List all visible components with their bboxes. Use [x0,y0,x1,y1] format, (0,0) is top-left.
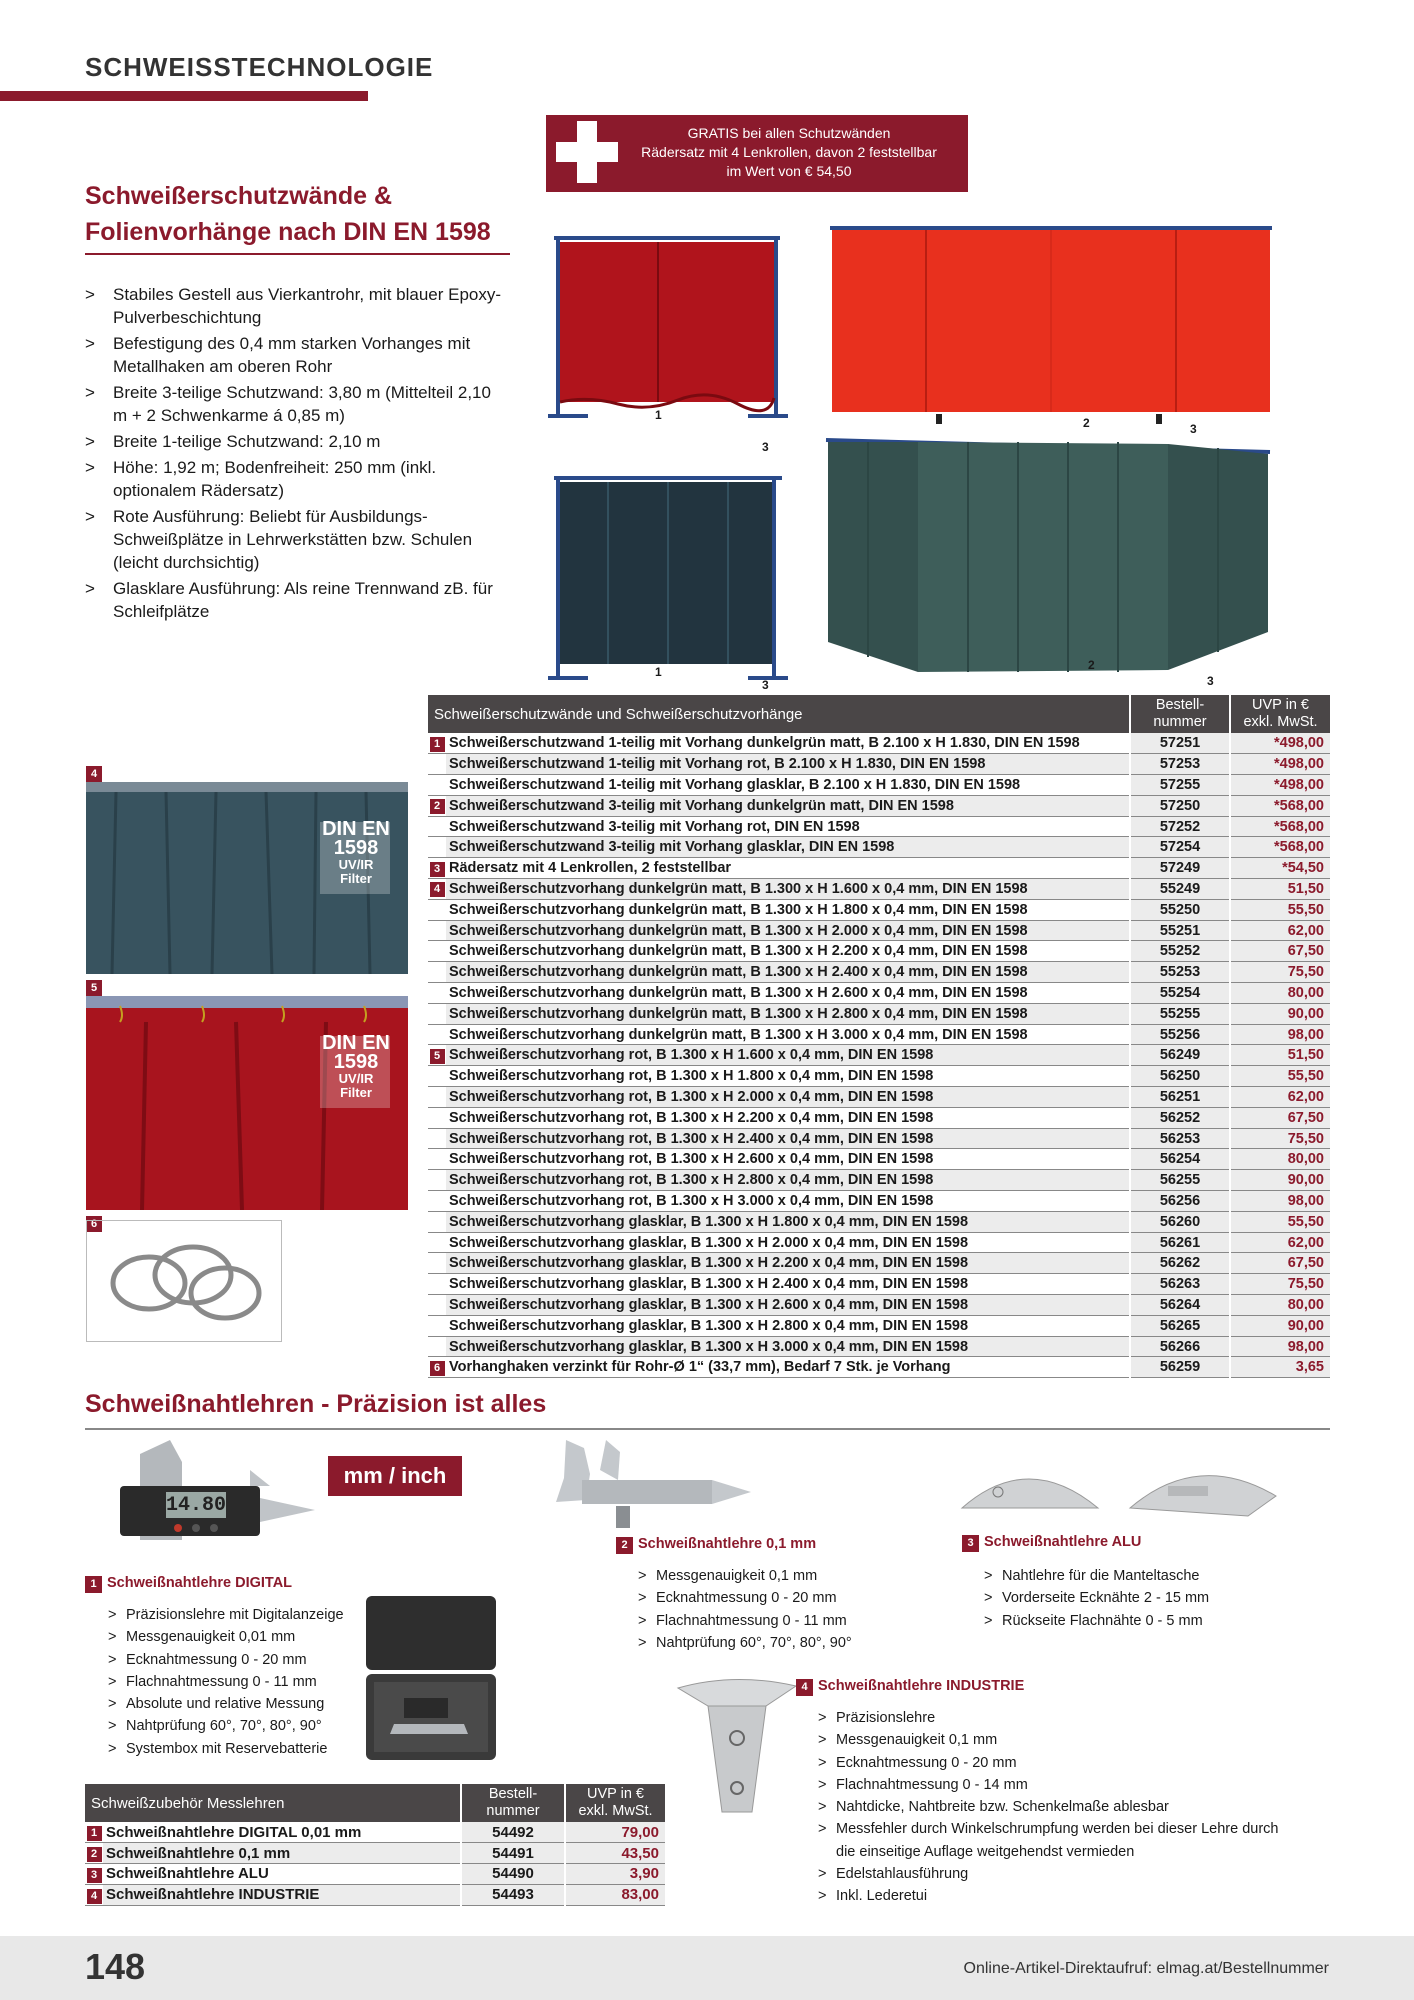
feature: > Messgenauigkeit 0,1 mm [818,1729,1288,1751]
row-price: 80,00 [1230,1295,1330,1316]
row-price: 55,50 [1230,1066,1330,1087]
green-curtain-image: DIN EN 1598 UV/IR Filter [86,782,408,974]
feature: > Systembox mit Reservebatterie [108,1738,348,1760]
row-number-cell [85,1884,103,1905]
row-number-cell [428,879,446,900]
row-description: Schweißerschutzvorhang dunkelgrün matt, B 1.300 x H 3.000 x 0,4 mm, DIN EN 1598 [446,1024,1130,1045]
row-price: 62,00 [1230,1232,1330,1253]
bullet: > Stabiles Gestell aus Vierkantrohr, mit blauer Epoxy-Pulverbeschichtung [85,283,505,329]
row-number-tag: 3 [430,862,445,877]
table-row [428,1315,1330,1336]
row-price: *498,00 [1230,775,1330,796]
image-number-tag: 6 [86,1216,102,1232]
row-order-number: 56249 [1130,1045,1230,1066]
row-order-number: 56261 [1130,1232,1230,1253]
bullet: > Befestigung des 0,4 mm starken Vorhanges mit Metallhaken am oberen Rohr [85,332,505,378]
image-label: 1 [655,408,662,422]
table-row [428,962,1330,983]
row-number-cell [428,1170,446,1191]
row-number-tag: 6 [430,1361,445,1376]
row-number-cell [428,1336,446,1357]
gauge-price-table [85,1784,665,1906]
row-number-cell [428,1087,446,1108]
row-description: Schweißerschutzwand 3-teilig mit Vorhang rot, DIN EN 1598 [446,816,1130,837]
product-title-alu: 3 Schweißnahtlehre ALU [962,1534,1141,1552]
row-description: Schweißerschutzvorhang rot, B 1.300 x H 3.000 x 0,4 mm, DIN EN 1598 [446,1191,1130,1212]
row-number-cell [428,816,446,837]
row-number-cell [428,795,446,816]
row-order-number: 55256 [1130,1024,1230,1045]
row-number-cell [428,1253,446,1274]
row-description: Schweißerschutzvorhang dunkelgrün matt, B 1.300 x H 1.600 x 0,4 mm, DIN EN 1598 [446,879,1130,900]
image-label: 3 [1190,422,1197,436]
green-screen-1-part-image [548,470,790,692]
row-price: 90,00 [1230,1170,1330,1191]
row-price: 67,50 [1230,1253,1330,1274]
image-label: 3 [1207,674,1214,688]
intro-title: Schweißerschutzwände & Folienvorhänge nach DIN EN 1598 [85,182,491,246]
table-row [428,983,1330,1004]
row-description: Schweißerschutzvorhang dunkelgrün matt, B 1.300 x H 2.400 x 0,4 mm, DIN EN 1598 [446,962,1130,983]
row-order-number: 54491 [461,1843,565,1864]
row-number-cell [85,1822,103,1843]
row-price: 83,00 [565,1884,665,1905]
feature: > Messgenauigkeit 0,01 mm [108,1626,348,1648]
row-order-number: 55253 [1130,962,1230,983]
row-price: *568,00 [1230,816,1330,837]
product-title-industrie: 4 Schweißnahtlehre INDUSTRIE [796,1678,1024,1696]
table-row [428,1045,1330,1066]
image-label: 2 [1083,416,1090,430]
row-number-cell [85,1843,103,1864]
row-order-number: 57249 [1130,858,1230,879]
row-description: Schweißerschutzvorhang rot, B 1.300 x H 2.200 x 0,4 mm, DIN EN 1598 [446,1107,1130,1128]
table-row [428,1253,1330,1274]
bullet: > Breite 3-teilige Schutzwand: 3,80 m (Mittelteil 2,10 m + 2 Schwenkarme á 0,85 m) [85,381,505,427]
row-order-number: 56262 [1130,1253,1230,1274]
feature: > Nahtprüfung 60°, 70°, 80°, 90° [638,1632,938,1654]
row-description: Schweißerschutzvorhang glasklar, B 1.300 x H 2.000 x 0,4 mm, DIN EN 1598 [446,1232,1130,1253]
row-order-number: 56250 [1130,1066,1230,1087]
row-number-tag: 5 [430,1049,445,1064]
header-accent-bar [0,91,368,101]
feature: > Absolute und relative Messung [108,1693,348,1715]
row-description: Rädersatz mit 4 Lenkrollen, 2 feststellbar [446,858,1130,879]
page-number: 148 [85,1946,146,1987]
table-row [428,858,1330,879]
row-number-cell [428,1315,446,1336]
row-order-number: 54493 [461,1884,565,1905]
gauge-industrie-image [674,1676,804,1816]
image-label: 3 [762,678,769,692]
bullet: > Höhe: 1,92 m; Bodenfreiheit: 250 mm (inkl. optionalem Rädersatz) [85,456,505,502]
row-number-cell [428,1128,446,1149]
feature: > Nahtlehre für die Manteltasche [984,1565,1314,1587]
row-price: 98,00 [1230,1191,1330,1212]
row-price: 75,50 [1230,1274,1330,1295]
table-row [428,775,1330,796]
row-order-number: 57250 [1130,795,1230,816]
red-screen-3-part-image [826,218,1276,428]
row-price: 75,50 [1230,962,1330,983]
row-number-cell [428,754,446,775]
row-price: 43,50 [565,1843,665,1864]
feature: > Messgenauigkeit 0,1 mm [638,1565,938,1587]
row-description: Schweißerschutzvorhang rot, B 1.300 x H 2.800 x 0,4 mm, DIN EN 1598 [446,1170,1130,1191]
product-title-01: 2 Schweißnahtlehre 0,1 mm [616,1536,816,1554]
table-row [428,1128,1330,1149]
row-description: Schweißerschutzvorhang rot, B 1.300 x H 1.800 x 0,4 mm, DIN EN 1598 [446,1066,1130,1087]
row-order-number: 57251 [1130,733,1230,754]
row-order-number: 56259 [1130,1357,1230,1378]
bullet: > Breite 1-teilige Schutzwand: 2,10 m [85,430,505,453]
table-row [428,1232,1330,1253]
red-screen-1-part-image [548,228,788,428]
row-description: Schweißerschutzvorhang rot, B 1.300 x H 2.000 x 0,4 mm, DIN EN 1598 [446,1087,1130,1108]
table-row [428,1149,1330,1170]
table-row [428,795,1330,816]
image-number-tag: 5 [86,980,102,996]
feature: > Ecknahtmessung 0 - 20 mm [108,1649,348,1671]
row-description: Schweißerschutzwand 1-teilig mit Vorhang rot, B 2.100 x H 1.830, DIN EN 1598 [446,754,1130,775]
curtain-hooks-image [86,1220,282,1342]
table-row [428,920,1330,941]
row-description: Schweißerschutzwand 3-teilig mit Vorhang dunkelgrün matt, DIN EN 1598 [446,795,1130,816]
feature: > Inkl. Lederetui [818,1885,1288,1907]
feature: > Messfehler durch Winkelschrumpfung werden bei dieser Lehre durch die einseitige Auflage weitgehendst vermieden [818,1818,1288,1863]
table-row [428,1191,1330,1212]
row-description: Schweißerschutzvorhang glasklar, B 1.300 x H 3.000 x 0,4 mm, DIN EN 1598 [446,1336,1130,1357]
row-order-number: 56251 [1130,1087,1230,1108]
table-row [428,899,1330,920]
row-description: Schweißerschutzvorhang dunkelgrün matt, B 1.300 x H 1.800 x 0,4 mm, DIN EN 1598 [446,899,1130,920]
bullet: > Glasklare Ausführung: Als reine Trennwand zB. für Schleifplätze [85,577,505,623]
row-order-number: 56266 [1130,1336,1230,1357]
row-price: 98,00 [1230,1336,1330,1357]
promo-line1: GRATIS bei allen Schutzwänden [687,125,891,141]
row-description: Schweißerschutzvorhang glasklar, B 1.300 x H 2.800 x 0,4 mm, DIN EN 1598 [446,1315,1130,1336]
gauge-alu-image [958,1456,1278,1528]
row-price: *568,00 [1230,795,1330,816]
green-screen-3-part-image [818,432,1278,684]
row-price: 79,00 [565,1822,665,1843]
row-order-number: 56260 [1130,1211,1230,1232]
systembox-image [364,1594,498,1762]
row-price: 75,50 [1230,1128,1330,1149]
row-number-cell [428,962,446,983]
row-order-number: 54490 [461,1864,565,1885]
row-description: Schweißerschutzwand 1-teilig mit Vorhang dunkelgrün matt, B 2.100 x H 1.830, DIN EN 1598 [446,733,1130,754]
feature: > Nahtdicke, Nahtbreite bzw. Schenkelmaße ablesbar [818,1796,1288,1818]
row-description: Schweißnahtlehre DIGITAL 0,01 mm [103,1822,461,1843]
row-order-number: 56254 [1130,1149,1230,1170]
row-description: Schweißerschutzvorhang glasklar, B 1.300 x H 2.400 x 0,4 mm, DIN EN 1598 [446,1274,1130,1295]
feature: > Edelstahlausführung [818,1863,1288,1885]
product-features-industrie [818,1707,1288,1908]
feature: > Ecknahtmessung 0 - 20 mm [818,1752,1288,1774]
table-row [428,879,1330,900]
row-order-number: 55249 [1130,879,1230,900]
row-number-cell [428,941,446,962]
row-description: Schweißerschutzvorhang dunkelgrün matt, B 1.300 x H 2.600 x 0,4 mm, DIN EN 1598 [446,983,1130,1004]
section2-title: Schweißnahtlehren - Präzision ist alles [85,1390,547,1418]
table-row [428,1003,1330,1024]
row-number-cell [428,733,446,754]
row-number-cell [428,983,446,1004]
row-description: Vorhanghaken verzinkt für Rohr-Ø 1“ (33,7 mm), Bedarf 7 Stk. je Vorhang [446,1357,1130,1378]
row-number-cell [428,1357,446,1378]
row-order-number: 56253 [1130,1128,1230,1149]
row-order-number: 56265 [1130,1315,1230,1336]
section-header: SCHWEISSTECHNOLOGIE [85,52,434,82]
feature: > Flachnahtmessung 0 - 14 mm [818,1774,1288,1796]
row-description: Schweißerschutzvorhang rot, B 1.300 x H 2.400 x 0,4 mm, DIN EN 1598 [446,1128,1130,1149]
product-features-alu [984,1565,1314,1632]
row-number-tag: 2 [430,799,445,814]
row-order-number: 57255 [1130,775,1230,796]
table-header-price: UVP in € exkl. MwSt. [565,1784,665,1822]
row-price: 67,50 [1230,1107,1330,1128]
row-price: 62,00 [1230,920,1330,941]
bullet: > Rote Ausführung: Beliebt für Ausbildungs-Schweißplätze in Lehrwerkstätten bzw. Schulen (leicht durchsichtig) [85,505,505,574]
row-description: Schweißnahtlehre INDUSTRIE [103,1884,461,1905]
product-features-01 [638,1565,938,1654]
table-row [85,1822,665,1843]
row-number-cell [428,920,446,941]
intro-bullets [85,283,505,626]
row-description: Schweißerschutzvorhang glasklar, B 1.300 x H 2.600 x 0,4 mm, DIN EN 1598 [446,1295,1130,1316]
row-order-number: 55255 [1130,1003,1230,1024]
row-price: 62,00 [1230,1087,1330,1108]
row-number-cell [428,899,446,920]
row-number-cell [85,1864,103,1885]
gauge-01-image [556,1440,751,1535]
row-price: 80,00 [1230,1149,1330,1170]
feature: > Ecknahtmessung 0 - 20 mm [638,1587,938,1609]
row-order-number: 55250 [1130,899,1230,920]
row-number-cell [428,1191,446,1212]
title-underline [85,253,510,255]
feature: > Vorderseite Ecknähte 2 - 15 mm [984,1587,1314,1609]
row-number-tag: 1 [87,1826,102,1841]
table-row [428,837,1330,858]
row-number-cell [428,1274,446,1295]
table-row [428,816,1330,837]
table-row [428,1066,1330,1087]
first-aid-cross-icon [556,121,618,183]
curtain-price-table [428,695,1330,1378]
row-description: Schweißerschutzvorhang dunkelgrün matt, B 1.300 x H 2.800 x 0,4 mm, DIN EN 1598 [446,1003,1130,1024]
section2-underline [85,1428,1330,1430]
row-number-tag: 4 [430,882,445,897]
row-number-cell [428,1045,446,1066]
row-price: 3,90 [565,1864,665,1885]
promo-line2: Rädersatz mit 4 Lenkrollen, davon 2 feststellbar [641,144,937,160]
row-price: 51,50 [1230,1045,1330,1066]
feature: > Rückseite Flachnähte 0 - 5 mm [984,1610,1314,1632]
row-order-number: 57254 [1130,837,1230,858]
row-price: 55,50 [1230,899,1330,920]
table-row [85,1864,665,1885]
image-number-tag: 4 [86,766,102,782]
row-price: 3,65 [1230,1357,1330,1378]
row-number-tag: 4 [87,1889,102,1904]
row-order-number: 56255 [1130,1170,1230,1191]
digital-gauge-image [100,1440,315,1565]
row-price: *568,00 [1230,837,1330,858]
row-number-cell [428,1149,446,1170]
row-price: 98,00 [1230,1024,1330,1045]
row-number-cell [428,1232,446,1253]
row-number-cell [428,1211,446,1232]
row-price: 90,00 [1230,1003,1330,1024]
row-price: 51,50 [1230,879,1330,900]
table-row [428,941,1330,962]
row-description: Schweißerschutzvorhang rot, B 1.300 x H 2.600 x 0,4 mm, DIN EN 1598 [446,1149,1130,1170]
row-description: Schweißerschutzvorhang dunkelgrün matt, B 1.300 x H 2.200 x 0,4 mm, DIN EN 1598 [446,941,1130,962]
row-number-tag: 1 [430,737,445,752]
row-description: Schweißerschutzvorhang glasklar, B 1.300 x H 2.200 x 0,4 mm, DIN EN 1598 [446,1253,1130,1274]
row-description: Schweißerschutzwand 3-teilig mit Vorhang glasklar, DIN EN 1598 [446,837,1130,858]
footer-url: Online-Artikel-Direktaufruf: elmag.at/Bestellnummer [963,1960,1329,1977]
table-row [428,1274,1330,1295]
row-price: *498,00 [1230,733,1330,754]
feature: > Präzisionslehre mit Digitalanzeige [108,1604,348,1626]
row-order-number: 54492 [461,1822,565,1843]
row-order-number: 55251 [1130,920,1230,941]
row-order-number: 56256 [1130,1191,1230,1212]
table-header-order: Bestell- nummer [461,1784,565,1822]
promo-box [546,115,968,192]
row-number-cell [428,1295,446,1316]
row-number-cell [428,1066,446,1087]
row-price: 67,50 [1230,941,1330,962]
row-number-cell [428,837,446,858]
row-price: 90,00 [1230,1315,1330,1336]
table-row [428,754,1330,775]
feature: > Flachnahtmessung 0 - 11 mm [108,1671,348,1693]
row-description: Schweißnahtlehre ALU [103,1864,461,1885]
table-row [85,1843,665,1864]
image-label: 2 [1088,658,1095,672]
row-description: Schweißnahtlehre 0,1 mm [103,1843,461,1864]
image-label: 1 [655,665,662,679]
table-row [428,1211,1330,1232]
row-description: Schweißerschutzvorhang dunkelgrün matt, B 1.300 x H 2.000 x 0,4 mm, DIN EN 1598 [446,920,1130,941]
row-price: *54,50 [1230,858,1330,879]
feature: > Nahtprüfung 60°, 70°, 80°, 90° [108,1715,348,1737]
row-number-cell [428,1107,446,1128]
row-order-number: 57252 [1130,816,1230,837]
table-row [428,1357,1330,1378]
unit-badge: mm / inch [328,1456,462,1496]
row-number-tag: 2 [87,1847,102,1862]
row-number-cell [428,1003,446,1024]
table-row [428,1295,1330,1316]
row-number-cell [428,1024,446,1045]
row-order-number: 56264 [1130,1295,1230,1316]
row-description: Schweißerschutzvorhang rot, B 1.300 x H 1.600 x 0,4 mm, DIN EN 1598 [446,1045,1130,1066]
red-curtain-image: DIN EN 1598 UV/IR Filter [86,996,408,1210]
table-row [428,733,1330,754]
row-order-number: 55252 [1130,941,1230,962]
row-description: Schweißerschutzwand 1-teilig mit Vorhang glasklar, B 2.100 x H 1.830, DIN EN 1598 [446,775,1130,796]
row-price: *498,00 [1230,754,1330,775]
table-header-desc: Schweißerschutzwände und Schweißerschutzvorhänge [428,695,1130,733]
table-row [428,1336,1330,1357]
row-order-number: 56263 [1130,1274,1230,1295]
row-order-number: 57253 [1130,754,1230,775]
feature: > Präzisionslehre [818,1707,1288,1729]
row-order-number: 56252 [1130,1107,1230,1128]
feature: > Flachnahtmessung 0 - 11 mm [638,1610,938,1632]
table-header-order: Bestell- nummer [1130,695,1230,733]
product-features-digital [108,1604,348,1760]
promo-line3: im Wert von € 54,50 [726,163,852,179]
table-row [428,1170,1330,1191]
gauge-display-value: 14.80 [166,1494,227,1517]
image-label: 3 [762,440,769,454]
table-row [428,1024,1330,1045]
table-row [428,1087,1330,1108]
table-header-price: UVP in € exkl. MwSt. [1230,695,1330,733]
table-row [85,1884,665,1905]
table-row [428,1107,1330,1128]
row-number-tag: 3 [87,1868,102,1883]
table-header-desc: Schweißzubehör Messlehren [85,1784,461,1822]
product-title-digital: 1 Schweißnahtlehre DIGITAL [85,1575,292,1593]
row-number-cell [428,858,446,879]
row-order-number: 55254 [1130,983,1230,1004]
row-description: Schweißerschutzvorhang glasklar, B 1.300 x H 1.800 x 0,4 mm, DIN EN 1598 [446,1211,1130,1232]
row-number-cell [428,775,446,796]
row-price: 80,00 [1230,983,1330,1004]
row-price: 55,50 [1230,1211,1330,1232]
